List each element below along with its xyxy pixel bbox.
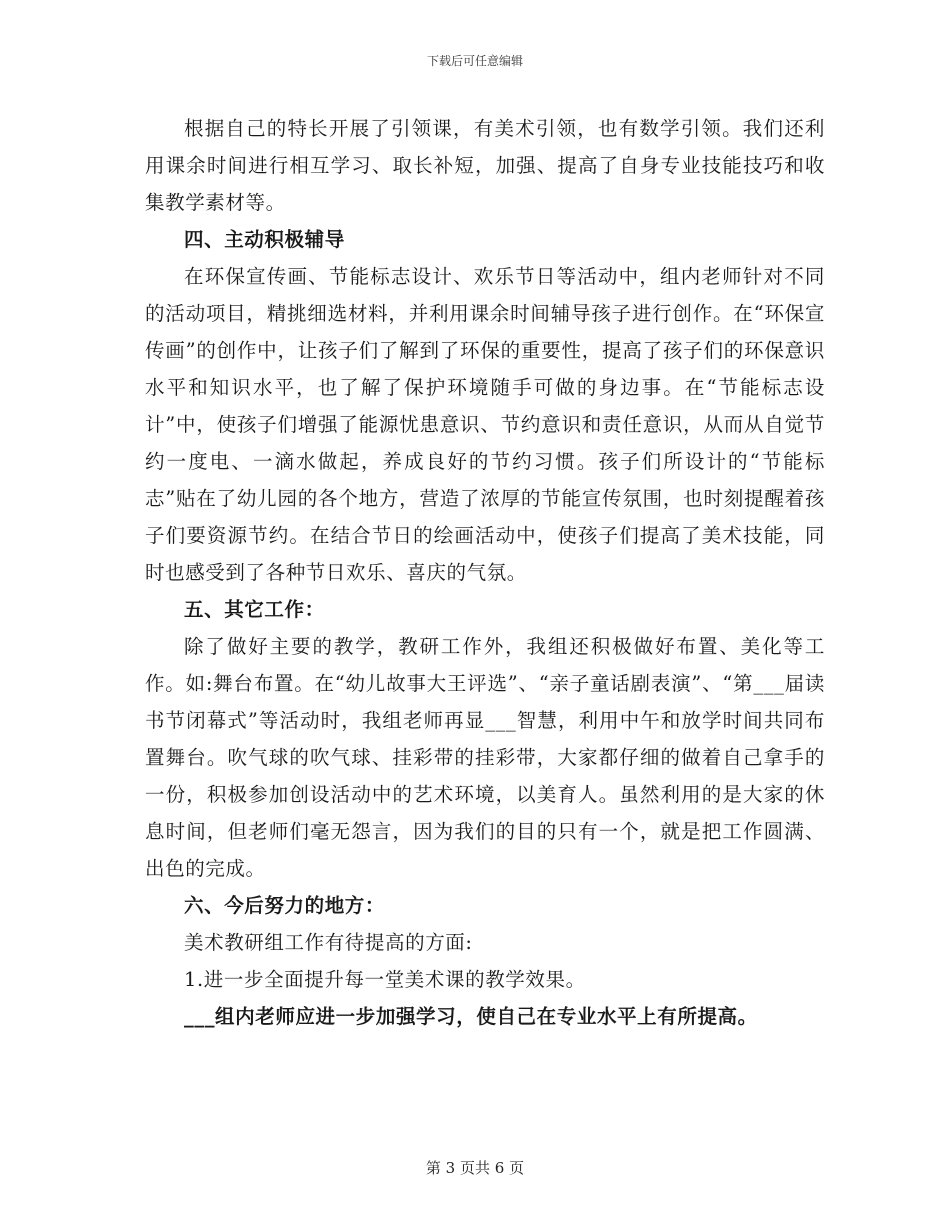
list-item-1: 1.进一步全面提升每一堂美术课的教学效果。	[184, 968, 586, 991]
section-heading-active-guidance: 四、主动积极辅导	[184, 228, 345, 251]
list-item-2: ___组内老师应进一步加强学习，使自己在专业水平上有所提高。	[184, 1005, 758, 1028]
section-heading-other-work: 五、其它工作：	[184, 598, 325, 621]
section-heading-future-efforts: 六、今后努力的地方：	[184, 894, 386, 917]
page-footer: 第 3 页共 6 页	[425, 1159, 525, 1177]
document-body	[145, 110, 825, 1035]
paragraph-leadership-courses: 根据自己的特长开展了引领课，有美术引领，也有数学引领。我们还利用课余时间进行相互学习、取长补短，加强、提高了自身专业技能技巧和收集教学素材等。	[145, 117, 825, 214]
paragraph-stage-decoration: 除了做好主要的教学，教研工作外，我组还积极做好布置、美化等工作。如:舞台布置。在“幼儿故事大王评选”、“亲子童话剧表演”、“第___届读书节闭幕式”等活动时，我组老师再显___智慧，利用中午和放学时间共同布置舞台。吹气球的吹气球、挂彩带的挂彩带，大家都仔细的做着自己拿手的一份，积极参加创设活动中的艺术环境，以美育人。虽然利用的是大家的休息时间，但老师们毫无怨言，因为我们的目的只有一个，就是把工作圆满、出色的完成。	[145, 635, 825, 880]
paragraph-activities: 在环保宣传画、节能标志设计、欢乐节日等活动中，组内老师针对不同的活动项目，精挑细选材料，并利用课余时间辅导孩子进行创作。在“环保宣传画”的创作中，让孩子们了解到了环保的重要性，提高了孩子们的环保意识水平和知识水平，也了解了保护环境随手可做的身边事。在“节能标志设计”中，使孩子们增强了能源忧患意识、节约意识和责任意识，从而从自觉节约一度电、一滴水做起，养成良好的节约习惯。孩子们所设计的“节能标志”贴在了幼儿园的各个地方，营造了浓厚的节能宣传氛围，也时刻提醒着孩子们要资源节约。在结合节日的绘画活动中，使孩子们提高了美术技能，同时也感受到了各种节日欢乐、喜庆的气氛。	[145, 265, 825, 584]
page-header: 下载后可任意编辑	[426, 54, 523, 68]
paragraph-improvement-intro: 美术教研组工作有待提高的方面:	[184, 931, 473, 954]
